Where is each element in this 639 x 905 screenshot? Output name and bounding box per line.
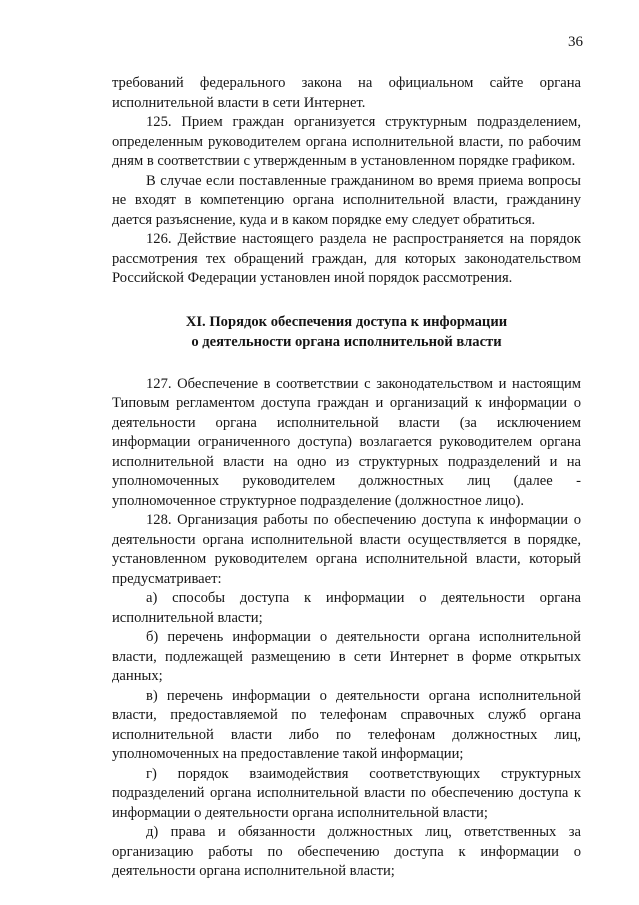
paragraph: В случае если поставленные гражданином во время приема вопросы не входят в компетенцию органа исполнительной власти, гражданину дается разъяснение, куда и в каком порядке ему следует обратиться. — [112, 172, 581, 228]
paragraph: г) порядок взаимодействия соответствующих структурных подразделений органа исполнительной власти по обеспечению доступа к информации о деятельности органа исполнительной власти; — [112, 765, 581, 821]
paragraphs-after-section — [112, 375, 581, 882]
paragraph: д) права и обязанности должностных лиц, ответственных за организацию работы по обеспечению доступа к информации о деятельности органа исполнительной власти; — [112, 824, 581, 879]
document-body — [112, 74, 581, 882]
paragraph: 128. Организация работы по обеспечению доступа к информации о деятельности органа исполнительной власти осуществляется в порядке, установленном руководителем органа исполнительной власти, который предусматривает: — [112, 512, 581, 587]
paragraph: б) перечень информации о деятельности органа исполнительной власти, подлежащей размещению в сети Интернет в форме открытых данных; — [112, 629, 581, 684]
page-number: 36 — [568, 34, 583, 50]
paragraph: 125. Прием граждан организуется структурным подразделением, определенным руководителем органа исполнительной власти, по рабочим дням в соответствии с утвержденным в установленном порядке графиком. — [112, 114, 581, 169]
paragraph: требований федерального закона на официальном сайте органа исполнительной власти в сети Интернет. — [112, 75, 581, 111]
paragraph: 126. Действие настоящего раздела не распространяется на порядок рассмотрения тех обращений граждан, для которых законодательством Российской Федерации установлен иной порядок рассмотрения. — [112, 231, 581, 286]
paragraphs-before-section — [112, 74, 581, 289]
paragraph: а) способы доступа к информации о деятельности органа исполнительной власти; — [112, 590, 581, 626]
section-heading-line-2: о деятельности органа исполнительной власти — [191, 333, 502, 350]
paragraph: 127. Обеспечение в соответствии с законодательством и настоящим Типовым регламентом доступа граждан и организаций к информации о деятельности органа исполнительной власти (за исключением информации ограниченного доступа) возлагается руководителем органа исполнительной власти на одно из структурных подразделений и на уполномоченных руководителем должностных лиц (далее - уполномоченное структурное подразделение (должностное лицо). — [112, 375, 581, 509]
paragraph: в) перечень информации о деятельности органа исполнительной власти, предоставляемой по телефонам справочных служб органа исполнительной власти либо по телефонам должностных лиц, уполномоченных на предоставление такой информации; — [112, 687, 581, 762]
section-heading-line-1: XI. Порядок обеспечения доступа к информации — [185, 313, 508, 330]
section-heading — [112, 312, 581, 352]
